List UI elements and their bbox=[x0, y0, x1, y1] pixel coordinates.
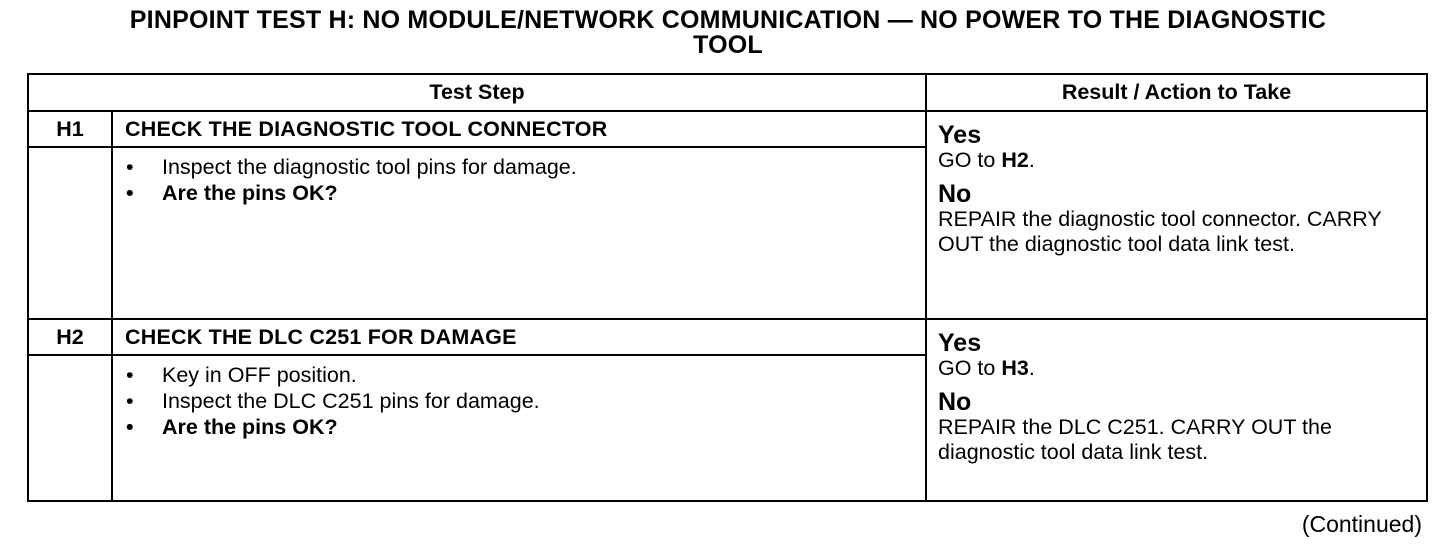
no-action: REPAIR the DLC C251. CARRY OUT the diagnostic tool data link test. bbox=[938, 415, 1332, 464]
step-title: CHECK THE DIAGNOSTIC TOOL CONNECTOR bbox=[112, 111, 926, 147]
header-result: Result / Action to Take bbox=[926, 74, 1427, 111]
yes-action-suffix: . bbox=[1028, 148, 1035, 172]
step-id-spacer bbox=[28, 147, 112, 319]
instruction-question: • Are the pins OK? bbox=[126, 181, 338, 205]
no-label: No bbox=[938, 388, 972, 416]
yes-action-prefix: GO to bbox=[938, 356, 1002, 380]
instruction-item: • Inspect the DLC C251 pins for damage. bbox=[126, 389, 540, 413]
step-title: CHECK THE DLC C251 FOR DAMAGE bbox=[112, 319, 926, 355]
yes-label: Yes bbox=[938, 329, 982, 357]
step-title-row bbox=[28, 111, 1427, 147]
step-id-spacer bbox=[28, 355, 112, 501]
instruction-item: • Key in OFF position. bbox=[126, 363, 357, 387]
page-title bbox=[0, 8, 1456, 58]
header-test-step: Test Step bbox=[28, 74, 926, 111]
yes-action bbox=[938, 148, 1416, 173]
step-title-row bbox=[28, 319, 1427, 355]
step-instructions bbox=[112, 355, 926, 501]
yes-action-suffix: . bbox=[1028, 356, 1035, 380]
page-title-line-1: PINPOINT TEST H: NO MODULE/NETWORK COMMUNICATION — NO POWER TO THE DIAGNOSTIC bbox=[129, 6, 1327, 34]
yes-action bbox=[938, 356, 1416, 381]
instruction-item: • Inspect the diagnostic tool pins for damage. bbox=[126, 155, 577, 179]
step-id: H2 bbox=[28, 319, 112, 355]
no-action: REPAIR the diagnostic tool connector. CARRY OUT the diagnostic tool data link test. bbox=[938, 207, 1382, 256]
no-label: No bbox=[938, 180, 972, 208]
continued-note: (Continued) bbox=[1301, 511, 1422, 537]
step-result bbox=[926, 319, 1427, 501]
page-title-line-2: TOOL bbox=[693, 31, 763, 59]
yes-target-step: H3 bbox=[1001, 356, 1029, 380]
table-header-row bbox=[28, 74, 1427, 111]
step-instructions bbox=[112, 147, 926, 319]
step-id: H1 bbox=[28, 111, 112, 147]
yes-label: Yes bbox=[938, 121, 982, 149]
instruction-question: • Are the pins OK? bbox=[126, 415, 338, 439]
pinpoint-test-table bbox=[27, 73, 1428, 502]
yes-action-prefix: GO to bbox=[938, 148, 1002, 172]
step-result bbox=[926, 111, 1427, 319]
yes-target-step: H2 bbox=[1001, 148, 1029, 172]
